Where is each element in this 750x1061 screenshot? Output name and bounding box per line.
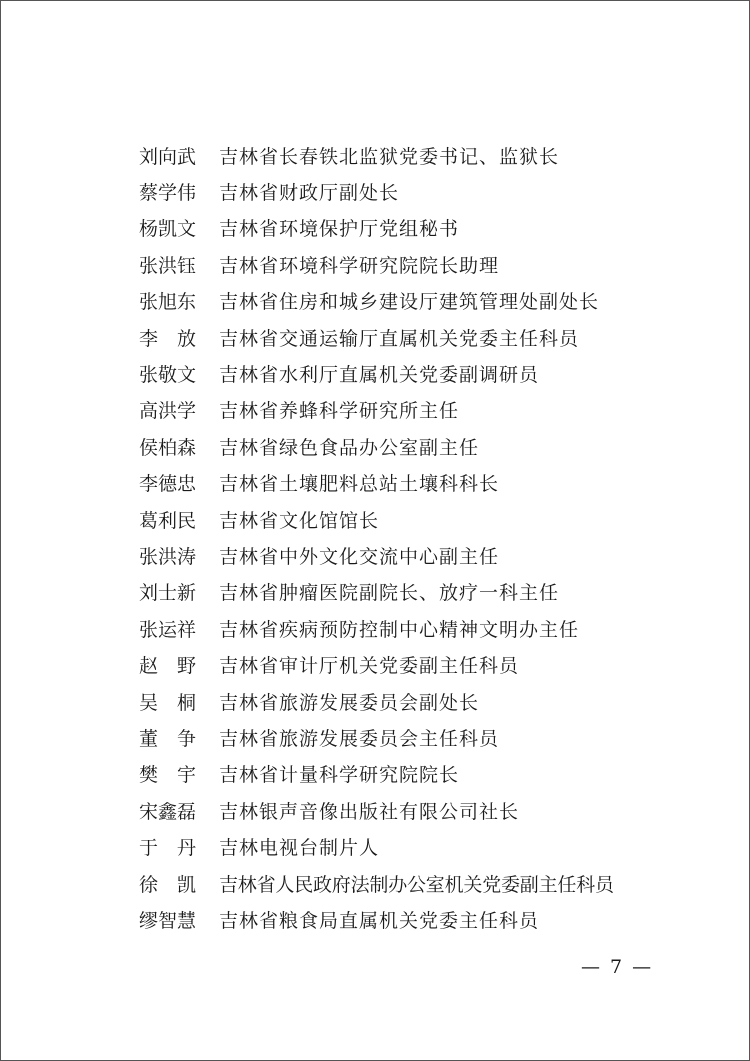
list-item [139,537,614,573]
list-item [139,901,614,937]
person-name: 张洪涛 [139,545,197,568]
list-item [139,355,614,391]
list-item [139,210,614,246]
person-name: 李德忠 [139,473,197,496]
person-title: 吉林省养蜂科学研究所主任 [219,400,460,423]
list-item [139,283,614,319]
person-title: 吉林省旅游发展委员会主任科员 [219,727,500,750]
person-name: 蔡学伟 [139,182,197,205]
list-item [139,610,614,646]
page-number: — 7 — [581,956,654,978]
person-title: 吉林省住房和城乡建设厅建筑管理处副处长 [219,291,600,314]
list-item [139,501,614,537]
person-name: 董 争 [139,727,197,750]
list-item [139,574,614,610]
person-title: 吉林省肿瘤医院副院长、放疗一科主任 [219,582,560,605]
person-title: 吉林省长春铁北监狱党委书记、监狱长 [219,145,560,168]
list-item [139,828,614,864]
list-item [139,173,614,209]
list-item [139,246,614,282]
person-name: 于 丹 [139,837,197,860]
person-title: 吉林省财政厅副处长 [219,182,400,205]
personnel-list [139,137,614,938]
person-name: 徐 凯 [139,873,197,896]
person-title: 吉林省绿色食品办公室副主任 [219,436,480,459]
list-item [139,465,614,501]
person-name: 赵 野 [139,655,197,678]
person-title: 吉林电视台制片人 [219,837,380,860]
person-name: 张敬文 [139,364,197,387]
person-name: 刘士新 [139,582,197,605]
list-item [139,428,614,464]
person-title: 吉林省人民政府法制办公室机关党委副主任科员 [219,873,614,896]
person-title: 吉林省水利厅直属机关党委副调研员 [219,364,540,387]
person-title: 吉林省计量科学研究院院长 [219,764,460,787]
person-title: 吉林省疾病预防控制中心精神文明办主任 [219,618,580,641]
person-name: 张运祥 [139,618,197,641]
person-name: 樊 宇 [139,764,197,787]
person-title: 吉林省中外文化交流中心副主任 [219,545,500,568]
person-title: 吉林省粮食局直属机关党委主任科员 [219,909,540,932]
person-title: 吉林银声音像出版社有限公司社长 [219,800,520,823]
person-name: 葛利民 [139,509,197,532]
list-item [139,792,614,828]
person-title: 吉林省旅游发展委员会副处长 [219,691,480,714]
person-name: 吴 桐 [139,691,197,714]
person-name: 张洪钰 [139,254,197,277]
list-item [139,646,614,682]
person-name: 高洪学 [139,400,197,423]
person-name: 侯柏森 [139,436,197,459]
person-name: 宋鑫磊 [139,800,197,823]
person-title: 吉林省审计厅机关党委副主任科员 [219,655,520,678]
person-title: 吉林省土壤肥料总站土壤科科长 [219,473,500,496]
list-item [139,319,614,355]
list-item [139,392,614,428]
list-item [139,137,614,173]
list-item [139,719,614,755]
person-name: 张旭东 [139,291,197,314]
list-item [139,865,614,901]
person-name: 缪智慧 [139,909,197,932]
list-item [139,756,614,792]
person-name: 刘向武 [139,145,197,168]
list-item [139,683,614,719]
person-name: 李 放 [139,327,197,350]
person-title: 吉林省环境保护厅党组秘书 [219,218,460,241]
person-name: 杨凯文 [139,218,197,241]
person-title: 吉林省环境科学研究院院长助理 [219,254,500,277]
person-title: 吉林省文化馆馆长 [219,509,380,532]
person-title: 吉林省交通运输厅直属机关党委主任科员 [219,327,580,350]
